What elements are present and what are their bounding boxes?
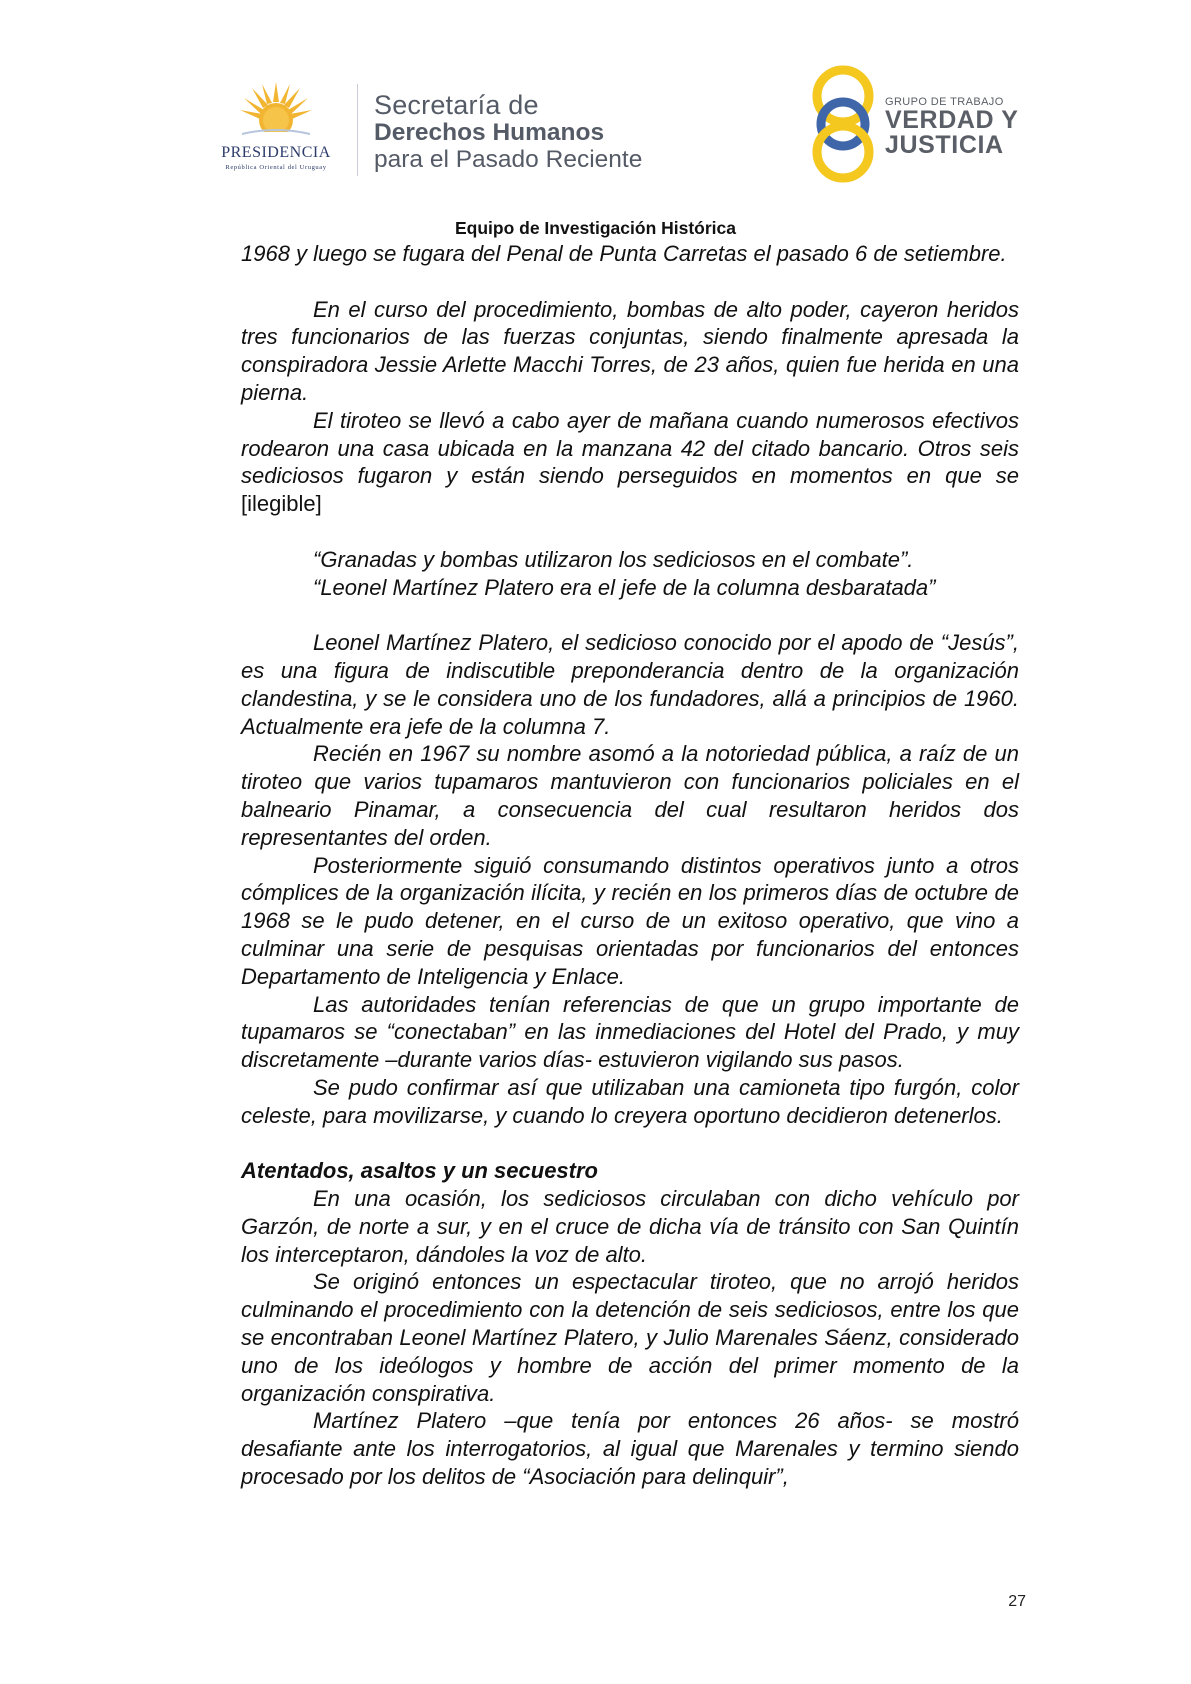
header-divider	[357, 84, 358, 176]
paragraph-2: En el curso del procedimiento, bombas de alto poder, cayeron heridos tres funcionarios de las fuerzas conjuntas, siendo finalmente apresada la conspiradora Jessie Arlette Macchi Torres, de 23 años, quien fue herida en una pierna.	[241, 296, 1019, 405]
paragraph-10: Se originó entonces un espectacular tiroteo, que no arrojó heridos culminando el procedimiento con la detención de seis sediciosos, entre los que se encontraban Leonel Martínez Platero, y Julio Marenales Sáenz, considerado uno de los ideólogos y hombre de acción del primer momento de la organización conspirativa.	[241, 1269, 1019, 1406]
secretaria-line-1: Secretaría de	[374, 90, 539, 120]
presidencia-subtitle: República Oriental del Uruguay	[225, 164, 327, 171]
paragraph-4: Leonel Martínez Platero, el sedicioso conocido por el apodo de “Jesús”, es una figura de indiscutible preponderancia dentro de la organización clandestina, y se le considera uno de los fundadores, allá a principios de 1960. Actualmente era jefe de la columna 7.	[241, 630, 1019, 739]
paragraph-3-text: El tiroteo se llevó a cabo ayer de mañana cuando numerosos efectivos rodearon una casa ubicada en la manzana 42 del citado bancario. Otros seis sediciosos fugaron y están siendo perseguidos en momentos en que se	[241, 407, 1019, 489]
page-number: 27	[1008, 1593, 1026, 1610]
secretaria-line-3: para el Pasado Reciente	[374, 146, 643, 173]
sun-emblem-icon	[238, 80, 314, 142]
paragraph-6: Posteriormente siguió consumando distintos operativos junto a otros cómplices de la organización ilícita, y recién en los primeros días de octubre de 1968 se le pudo detener, en el curso de un exitoso operativo, que vino a culminar una serie de pesquisas orientadas por funcionarios del entonces Departamento de Inteligencia y Enlace.	[241, 852, 1019, 989]
quote-2: “Leonel Martínez Platero era el jefe de la columna desbaratada”	[313, 574, 936, 600]
presidencia-logo	[196, 80, 356, 180]
illegible-note: [ilegible]	[241, 491, 322, 517]
document-header	[0, 0, 1191, 238]
paragraph-11: Martínez Platero –que tenía por entonces 26 años- se mostró desafiante ante los interrogatorios, al igual que Marenales y termino siendo procesado por los delitos de “Asociación para delinquir”,	[241, 1408, 1019, 1490]
paragraph-7: Las autoridades tenían referencias de que un grupo importante de tupamaros se “conectaban” en las inmediaciones del Hotel del Prado, y muy discretamente –durante varios días- estuvieron vigilando sus pasos.	[241, 991, 1019, 1073]
grupo-line-2: VERDAD Y	[885, 106, 1019, 134]
paragraph-8: Se pudo confirmar así que utilizaban una camioneta tipo furgón, color celeste, para movilizarse, y cuando lo creyera oportuno decidieron detenerlos.	[241, 1074, 1019, 1128]
grupo-title	[885, 96, 1019, 158]
paragraph-1: 1968 y luego se fugara del Penal de Punta Carretas el pasado 6 de setiembre.	[241, 241, 1007, 266]
team-name: Equipo de Investigación Histórica	[454, 218, 737, 238]
document-body	[241, 240, 1019, 1491]
secretaria-line-2: Derechos Humanos	[374, 119, 605, 146]
paragraph-5: Recién en 1967 su nombre asomó a la notoriedad pública, a raíz de un tiroteo que varios tupamaros mantuvieron con funcionarios policiales en el balneario Pinamar, a consecuencia del cual resultaron heridos dos representantes del orden.	[241, 741, 1019, 850]
paragraph-3	[241, 407, 1019, 518]
paragraph-9: En una ocasión, los sediciosos circulaban con dicho vehículo por Garzón, de norte a sur, y en el cruce de dicha vía de tránsito con San Quintín los interceptaron, dándoles la voz de alto.	[241, 1186, 1019, 1267]
secretaria-title	[374, 92, 642, 173]
grupo-line-1: GRUPO DE TRABAJO	[885, 96, 1004, 108]
section-title: Atentados, asaltos y un secuestro	[241, 1158, 598, 1184]
grupo-rings-logo-icon	[808, 62, 878, 186]
presidencia-name: PRESIDENCIA	[221, 144, 331, 161]
quote-1: “Granadas y bombas utilizaron los sediciosos en el combate”.	[313, 546, 914, 572]
grupo-line-3: JUSTICIA	[885, 131, 1004, 159]
